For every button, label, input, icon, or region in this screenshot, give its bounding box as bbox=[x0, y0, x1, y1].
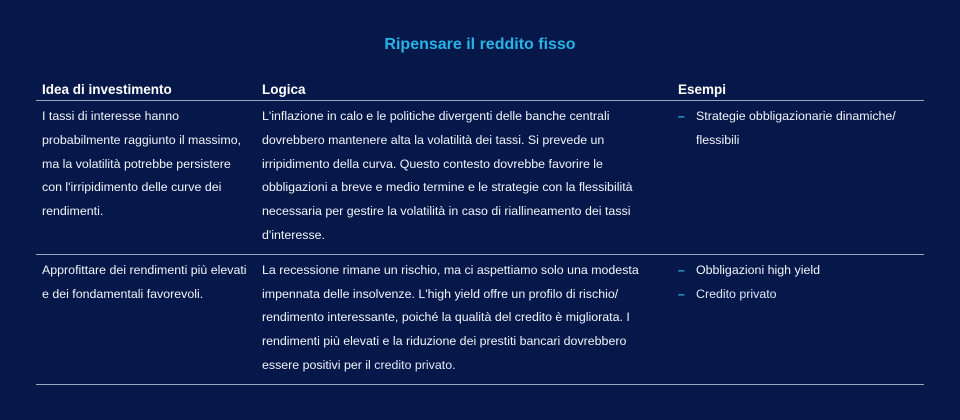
table-row bbox=[36, 101, 924, 255]
header-idea: Idea di investimento bbox=[42, 82, 172, 97]
row-examples bbox=[676, 101, 924, 254]
example-item bbox=[678, 283, 924, 307]
row-idea: I tassi di interesse hanno probabilmente raggiunto il massimo, ma la volatilità potrebbe persistere con l'irripidimento delle curve dei rendimenti. bbox=[42, 109, 242, 219]
dash-bullet-icon: – bbox=[678, 109, 685, 123]
dash-bullet-icon: – bbox=[678, 262, 685, 277]
logic-text: La recessione rimane un rischio, ma ci aspettiamo solo una modesta impennata delle insolvenze. L'high yield offre un profilo di rischio/ rendimento interessante, poiché la qualità del credito è migliorata. I rendimenti più elevati e la riduzione dei prestiti bancari dovrebbero essere positivi per il bbox=[262, 262, 639, 372]
page-title: Ripensare il reddito fisso bbox=[384, 36, 576, 53]
example-item bbox=[678, 259, 924, 283]
row-examples bbox=[676, 255, 924, 384]
example-label: Obbligazioni high yield bbox=[696, 262, 820, 277]
investment-table bbox=[36, 80, 924, 385]
row-logic bbox=[260, 255, 676, 384]
header-examples: Esempi bbox=[678, 82, 727, 97]
examples-list bbox=[678, 105, 924, 153]
table-header bbox=[36, 80, 924, 101]
row-logic: L'inflazione in calo e le politiche divergenti delle banche centrali dovrebbero mantenere alta la volatilità dei tassi. Si prevede un irripidimento della curva. Questo contesto dovrebbe favorire le obbligazioni a breve e medio termine e le strategie con la flessibilità necessaria per gestire la volatilità in caso di riallineamento dei tassi d'interesse. bbox=[262, 109, 633, 242]
examples-list bbox=[678, 259, 924, 307]
table-row bbox=[36, 255, 924, 385]
example-link[interactable]: Credito privato bbox=[696, 286, 777, 301]
example-item bbox=[678, 105, 924, 153]
example-label: Strategie obbligazionarie dinamiche/ flessibili bbox=[696, 109, 896, 147]
dash-bullet-icon: – bbox=[678, 286, 685, 301]
row-idea: Approfittare dei rendimenti più elevati e dei fondamentali favorevoli. bbox=[42, 262, 247, 301]
header-logic: Logica bbox=[262, 82, 306, 97]
private-credit-link[interactable]: credito privato. bbox=[374, 357, 456, 372]
